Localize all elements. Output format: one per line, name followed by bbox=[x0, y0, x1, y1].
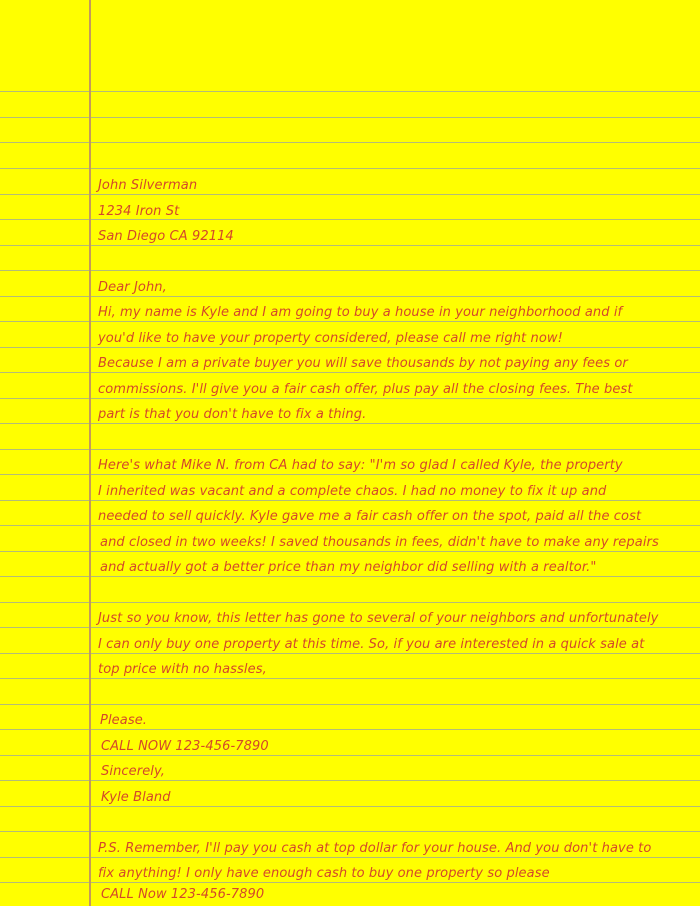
please-line: Please. bbox=[100, 713, 148, 728]
recipient-street: 1234 Iron St bbox=[98, 204, 180, 219]
rule-line bbox=[0, 321, 700, 322]
rule-line bbox=[0, 576, 700, 577]
rule-line bbox=[0, 755, 700, 756]
signature: Kyle Bland bbox=[101, 790, 171, 805]
ps-call-line: CALL Now 123-456-7890 bbox=[101, 887, 265, 902]
rule-line bbox=[0, 704, 700, 705]
body-line: Because I am a private buyer you will save thousands by not paying any fees or bbox=[98, 356, 628, 371]
rule-line bbox=[0, 806, 700, 807]
rule-line bbox=[0, 347, 700, 348]
rule-line bbox=[0, 627, 700, 628]
body-line: you'd like to have your property considered, please call me right now! bbox=[98, 331, 563, 346]
rule-line bbox=[0, 194, 700, 195]
rule-line bbox=[0, 296, 700, 297]
recipient-city: San Diego CA 92114 bbox=[98, 229, 234, 244]
call-now-line: CALL NOW 123-456-7890 bbox=[101, 739, 269, 754]
ps-line: fix anything! I only have enough cash to buy one property so please bbox=[98, 866, 550, 881]
rule-line bbox=[0, 882, 700, 883]
body-line: Hi, my name is Kyle and I am going to buy a house in your neighborhood and if bbox=[98, 305, 623, 320]
body-line: Just so you know, this letter has gone to several of your neighbors and unfortunately bbox=[98, 611, 659, 626]
recipient-name: John Silverman bbox=[98, 178, 198, 193]
body-line: part is that you don't have to fix a thing. bbox=[98, 407, 367, 422]
rule-line bbox=[0, 500, 700, 501]
rule-line bbox=[0, 729, 700, 730]
rule-line bbox=[0, 857, 700, 858]
rule-line bbox=[0, 270, 700, 271]
rule-line bbox=[0, 780, 700, 781]
rule-line bbox=[0, 831, 700, 832]
body-line: I inherited was vacant and a complete chaos. I had no money to fix it up and bbox=[98, 484, 607, 499]
rule-line bbox=[0, 219, 700, 220]
rule-line bbox=[0, 142, 700, 143]
body-line: I can only buy one property at this time. So, if you are interested in a quick sale at bbox=[98, 637, 645, 652]
rule-line bbox=[0, 168, 700, 169]
rule-line bbox=[0, 678, 700, 679]
closing-line: Sincerely, bbox=[101, 764, 166, 779]
salutation: Dear John, bbox=[98, 280, 167, 295]
body-line: and actually got a better price than my neighbor did selling with a realtor." bbox=[100, 560, 597, 575]
body-line: and closed in two weeks! I saved thousands in fees, didn't have to make any repairs bbox=[100, 535, 659, 550]
margin-line bbox=[89, 0, 91, 906]
body-line: Here's what Mike N. from CA had to say: "I'm so glad I called Kyle, the property bbox=[98, 458, 623, 473]
rule-line bbox=[0, 551, 700, 552]
body-line: commissions. I'll give you a fair cash offer, plus pay all the closing fees. The best bbox=[98, 382, 633, 397]
rule-line bbox=[0, 653, 700, 654]
rule-line bbox=[0, 372, 700, 373]
rule-line bbox=[0, 245, 700, 246]
rule-line bbox=[0, 117, 700, 118]
rule-line bbox=[0, 449, 700, 450]
body-line: needed to sell quickly. Kyle gave me a fair cash offer on the spot, paid all the cost bbox=[98, 509, 642, 524]
rule-line bbox=[0, 474, 700, 475]
rule-line bbox=[0, 423, 700, 424]
rule-line bbox=[0, 602, 700, 603]
ps-line: P.S. Remember, I'll pay you cash at top dollar for your house. And you don't have to bbox=[98, 841, 652, 856]
rule-line bbox=[0, 91, 700, 92]
body-line: top price with no hassles, bbox=[98, 662, 267, 677]
rule-line bbox=[0, 525, 700, 526]
rule-line bbox=[0, 398, 700, 399]
